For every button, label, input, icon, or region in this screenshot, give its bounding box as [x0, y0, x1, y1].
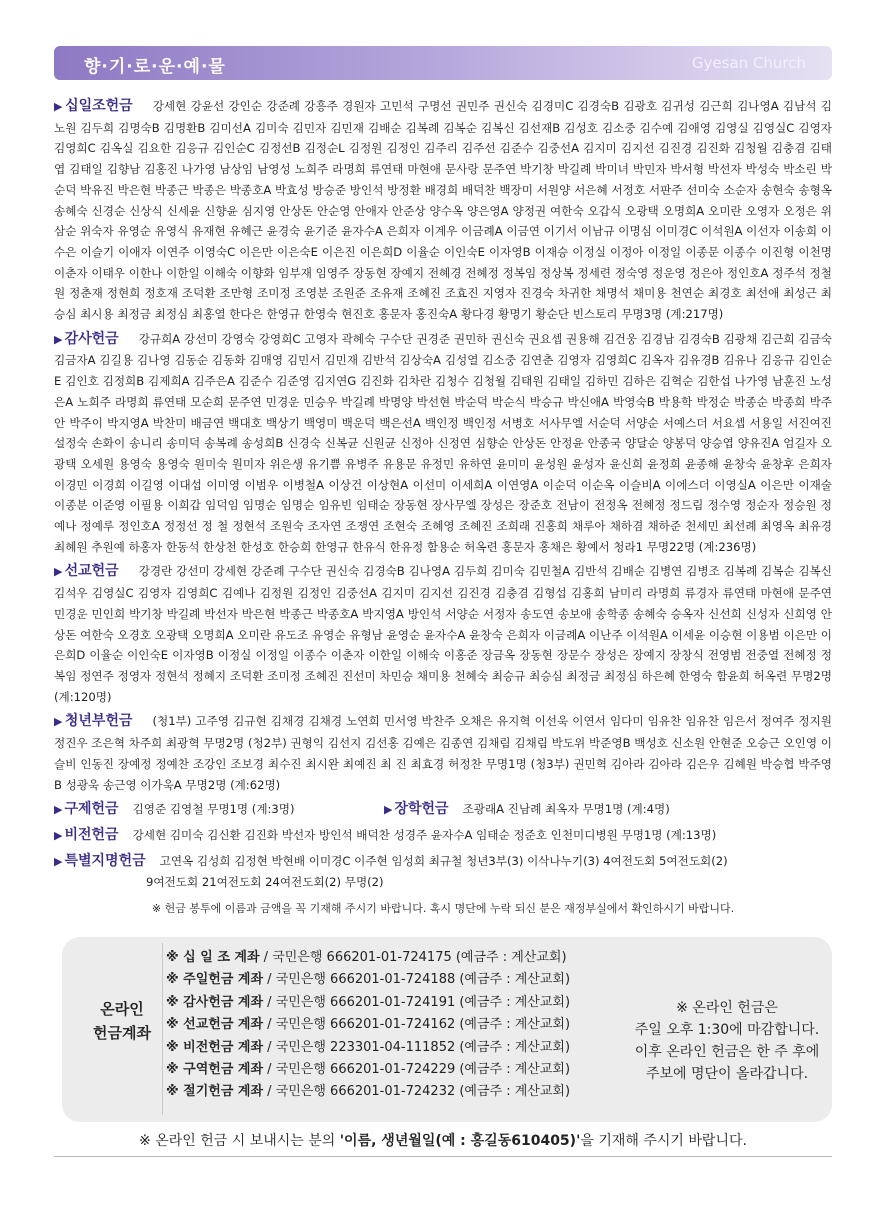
triangle-icon: ▶ — [54, 100, 64, 113]
row-gujae-janghak — [54, 799, 832, 821]
offering-list — [54, 96, 832, 926]
triangle-icon: ▶ — [54, 565, 63, 579]
section-heading: 청년부헌금 — [64, 713, 133, 730]
triangle-icon: ▶ — [384, 803, 393, 817]
section-names: 강경란 강선미 강세현 강준례 구수단 권신숙 김경숙B 김나영A 김두희 김미숙 김민철A 김반석 김배순 김병연 김병조 김복례 김복순 김복신 김석우 김영실C 김영자 김영희C 김예나 김정원 김정인 김중선A 김지미 김지선 김진경 김충겸 김형섭 김홍희 남미리 라명희 류경자 류연태 마현애 문주연 민경운 민인희 박기창 박길례 박선자 박은현 박종근 박종호A 박지영A 방인석 서양순 서정자 송도연 송보애 송학종 송혜숙 승옥자 신선희 신성자 신희영 안상돈 여한숙 오경호 오광택 오명희A 오미란 유도조 유영순 유형남 윤영순 윤자수A 윤창숙 은희자 이금례A 이난주 이석원A 이세윤 이승현 이용범 이은만 이은희D 이율순 이인숙E 이자영B 이정실 이정일 이종수 이춘자 이한일 이해숙 이홍준 장금옥 장동현 장문수 장성은 장예지 장창식 전영범 전중열 전혜정 정복임 정연주 정영자 정현석 정혜지 조덕환 조미정 조혜진 진선미 차민승 채미용 천혜숙 최승규 최승심 최정금 최정심 하은혜 한영숙 함윤희 허옥련 무명2명 (계:120명) — [54, 564, 833, 704]
section-seongyo — [54, 561, 832, 707]
section-cheongnyeon — [54, 711, 832, 795]
section-bijeon — [54, 825, 832, 847]
triangle-icon: ▶ — [54, 854, 63, 868]
account-row: ※ 비전헌금 계좌 / 국민은행 223301-04-111852 (예금주 : 계산교회) — [166, 1039, 571, 1055]
section-gamsa — [54, 329, 832, 558]
section-heading: 장학헌금 — [394, 801, 449, 818]
page-header — [54, 46, 832, 80]
page-title: 향·기·로·운·예·물 — [84, 57, 226, 77]
church-name: Gyesan Church — [691, 54, 806, 72]
account-row: ※ 주일헌금 계좌 / 국민은행 666201-01-724188 (예금주 : 계산교회) — [166, 972, 571, 988]
section-heading: 비전헌금 — [64, 826, 119, 843]
account-row: ※ 감사헌금 계좌 / 국민은행 666201-01-724191 (예금주 : 계산교회) — [166, 994, 571, 1010]
section-gujae — [54, 799, 384, 821]
section-names: 김영준 김영철 무명1명 (계:3명) — [132, 802, 295, 817]
triangle-icon: ▶ — [54, 803, 63, 817]
section-teukbyeol — [54, 851, 832, 873]
section-janghak — [384, 799, 670, 821]
section-names: 강세현 김미숙 김신환 김진화 박선자 방인석 배덕찬 성경주 윤자수A 임태순 정준호 인천미디병원 무명1명 (계:13명) — [132, 827, 717, 842]
online-note: ※ 온라인 헌금은 주일 오후 1:30에 마감합니다. 이후 온라인 헌금은 한 주 후에 주보에 명단이 올라갑니다. — [634, 1000, 820, 1082]
section-sipiljo — [54, 96, 832, 325]
account-row: ※ 십 일 조 계좌 / 국민은행 666201-01-724175 (예금주 : 계산교회) — [166, 950, 567, 965]
section-heading: 선교헌금 — [64, 563, 119, 580]
triangle-icon: ▶ — [54, 715, 63, 729]
section-heading: 특별지명헌금 — [64, 852, 146, 869]
account-row: ※ 선교헌금 계좌 / 국민은행 666201-01-724162 (예금주 : 계산교회) — [166, 1017, 571, 1033]
notice-text: ※ 헌금 봉투에 이름과 금액을 꼭 기재해 주시기 바랍니다. 혹시 명단에 누락 되신 분은 재정부실에서 확인하시기 바랍니다. — [151, 902, 735, 916]
section-names: 고연옥 김성희 김정현 박현배 이미경C 이주현 임성희 최규철 청년3부(3) 이삭나누기(3) 4여전도회 5여전도회(2) — [159, 853, 728, 868]
section-heading: 구제헌금 — [64, 801, 119, 818]
section-names: 강세현 강윤선 강인순 강준례 강흥주 경원자 고민석 구명선 권민주 권신숙 김경미C 김경숙B 김광호 김귀성 김근희 김나영A 김남석 김노원 김두희 김명숙B 김명환B 김미선A 김미숙 김민자 김민재 김배순 김복례 김복순 김복신 김선재B 김성호 김소중 김수예 김애영 김영실 김영실C 김영자 김영희C 김옥실 김요한 김응규 김인순C 김정선B 김정순L 김정원 김정인 김주리 김주선 김준수 김중선A 김지미 김지선 김진경 김진화 김청월 김충겸 김태엽 김태일 김향남 김홍진 나가영 남상임 남영성 노희주 라명희 류연태 마현애 문사랑 문주연 박기창 박길례 박미녀 박민자 박서형 박선자 박성숙 박소린 박순덕 박유진 박은현 박종근 박종은 박종호A 박효성 방승준 방인석 방정환 배경희 배덕찬 백장미 서원양 서은혜 서정호 서판주 선미숙 소순자 송현숙 송형옥 송혜숙 신경순 신상식 신세윤 신향윤 심지영 안상돈 안순영 안애자 안준상 양수옥 양은영A 양정권 여한숙 오갑식 오광택 오명희A 오미란 오영자 오정은 위삼순 위숙자 유영순 유영식 유재현 유혜근 윤경숙 윤기준 윤자수A 은희자 이계우 이금례A 이금연 이기서 이남규 이명심 이미경C 이석원A 이선자 이송희 이수은 이슬기 이애자 이연주 이영숙C 이은만 이은숙E 이은진 이은희D 이율순 이인숙E 이자영B 이재승 이정실 이정아 이정일 이종문 이종수 이진형 이천명 이춘자 이태우 이한나 이한일 이해숙 이향화 임부재 임영주 장동현 장예지 전혜경 전혜정 정복임 정상복 정세련 정숙영 정운영 정은아 정인호A 정주석 정철원 정춘재 정현희 정호재 조덕환 조만형 조미정 조영분 조원준 조유재 조혜진 조효진 지영자 진경숙 차귀한 채명석 채미용 천연순 최경호 최선애 최성근 최승심 최시용 최정금 최정심 최홍열 한다은 한영규 한영숙 현진호 홍문자 홍진숙A 황다경 황명기 황순단 빈스토리 무명3명 (계:217명) — [54, 99, 832, 322]
section-names: (청1부) 고주영 김규현 김채경 김채경 노연희 민서영 박찬주 오채은 유지혁 이선욱 이연서 임다미 임유찬 임유찬 임은서 정여주 정지원 정진우 조은혁 차주희 최광혁 무명2명 (청2부) 권형익 김선지 김선홍 김예은 김종연 김채림 김채림 박도위 박준영B 백성호 신소원 안현준 오승근 오인영 이슬비 인동진 장예정 정예찬 조강인 조보경 최수진 최시완 최예진 최 진 최효경 허정찬 무명1명 (청3부) 권민혁 김아라 김아라 김은우 김혜원 박승협 박주영B 성광욱 송근영 이가욱A 무명2명 (계:62명) — [54, 714, 833, 792]
section-names: 조광래A 진남례 최옥자 무명1명 (계:4명) — [462, 802, 670, 817]
section-names: 강규희A 강선미 강영숙 강영희C 고영자 곽혜숙 구수단 권경준 권민하 권신숙 권요셉 권용해 김건웅 김경남 김경숙B 김광채 김근희 김금숙 김금자A 김길용 김나영 김동순 김동화 김매영 김민서 김민재 김반석 김상숙A 김성열 김소중 김연춘 김영자 김영희C 김옥자 김유경B 김유나 김응규 김인순E 김인호 김정희B 김제희A 김주은A 김준수 김준영 김지연G 김진화 김차란 김청수 김청월 김태원 김태일 김하민 김하은 김혁순 김한섭 나가영 남훈진 노성은A 노희주 라명희 류연태 모순희 문주연 민경운 민승우 박길례 박명양 박선현 박순덕 박순식 박승규 박신애A 박영숙B 박용학 박정순 박종순 박종희 박주안 박주이 박지영A 박찬미 배금연 백대호 백상기 백영미 백운덕 백은선A 백인정 백인정 서병호 서사무엘 서순덕 서양순 서예스더 서요셉 서용일 서진여진 설정숙 손화이 송니리 송미덕 송복례 송성희B 신경숙 신복균 신원균 신정아 신정연 심향순 안상돈 안정윤 안종국 양달순 양봉덕 양승엽 양유진A 엄길자 오광택 오세원 용영숙 용영숙 원미숙 원미자 위은생 유기쁨 유병주 유용문 유정민 유하연 윤미미 윤성원 윤성자 윤신희 윤정희 윤종해 윤창숙 윤창후 은희자 이경민 이경희 이길영 이대섭 이미영 이범우 이병철A 이상건 이상현A 이선미 이세희A 이연영A 이순덕 이순옥 이슬비A 이에스더 이영실A 이은만 이재술 이종분 이준영 이필용 이희갑 임덕임 임명순 임명순 임유빈 임태순 장동현 장사무엘 장성은 장준호 전남이 전정옥 전혜정 정드림 정수영 정순자 정승원 정예나 정예루 정인호A 정정선 정 철 정현석 조원숙 조자연 조쟁연 조현숙 조혜영 조혜진 조희래 진홍희 채루아 채하겸 채하준 천세민 최선례 최영옥 최유경 최혜원 추원예 하홍자 한동석 한상천 한성호 한승희 한영규 한유식 한유정 함용순 허옥련 홍문자 홍채은 황예서 청라1 무명22명 (계:236명) — [54, 331, 832, 554]
section-heading: 십일조헌금 — [65, 98, 133, 114]
section-teukbyeol-line2: 9여전도회 21여전도회 24여전도회(2) 무명(2) — [146, 875, 384, 890]
account-row: ※ 구역헌금 계좌 / 국민은행 666201-01-724229 (예금주 : 계산교회) — [166, 1062, 571, 1078]
bottom-notice: ※ 온라인 헌금 시 보내시는 분의 '이름, 생년월일(예 : 홍길동610405)'을 기재해 주시기 바랍니다. — [139, 1133, 747, 1149]
account-row: ※ 절기헌금 계좌 / 국민은행 666201-01-724232 (예금주 : 계산교회) — [166, 1084, 571, 1100]
account-list — [166, 947, 626, 1104]
online-account-panel — [62, 937, 832, 1122]
triangle-icon: ▶ — [54, 828, 63, 842]
panel-label: 온라인 헌금계좌 — [93, 1000, 151, 1042]
bottom-divider — [54, 1156, 832, 1157]
triangle-icon: ▶ — [54, 332, 63, 346]
section-heading: 감사헌금 — [64, 330, 119, 347]
panel-divider — [162, 943, 163, 1115]
